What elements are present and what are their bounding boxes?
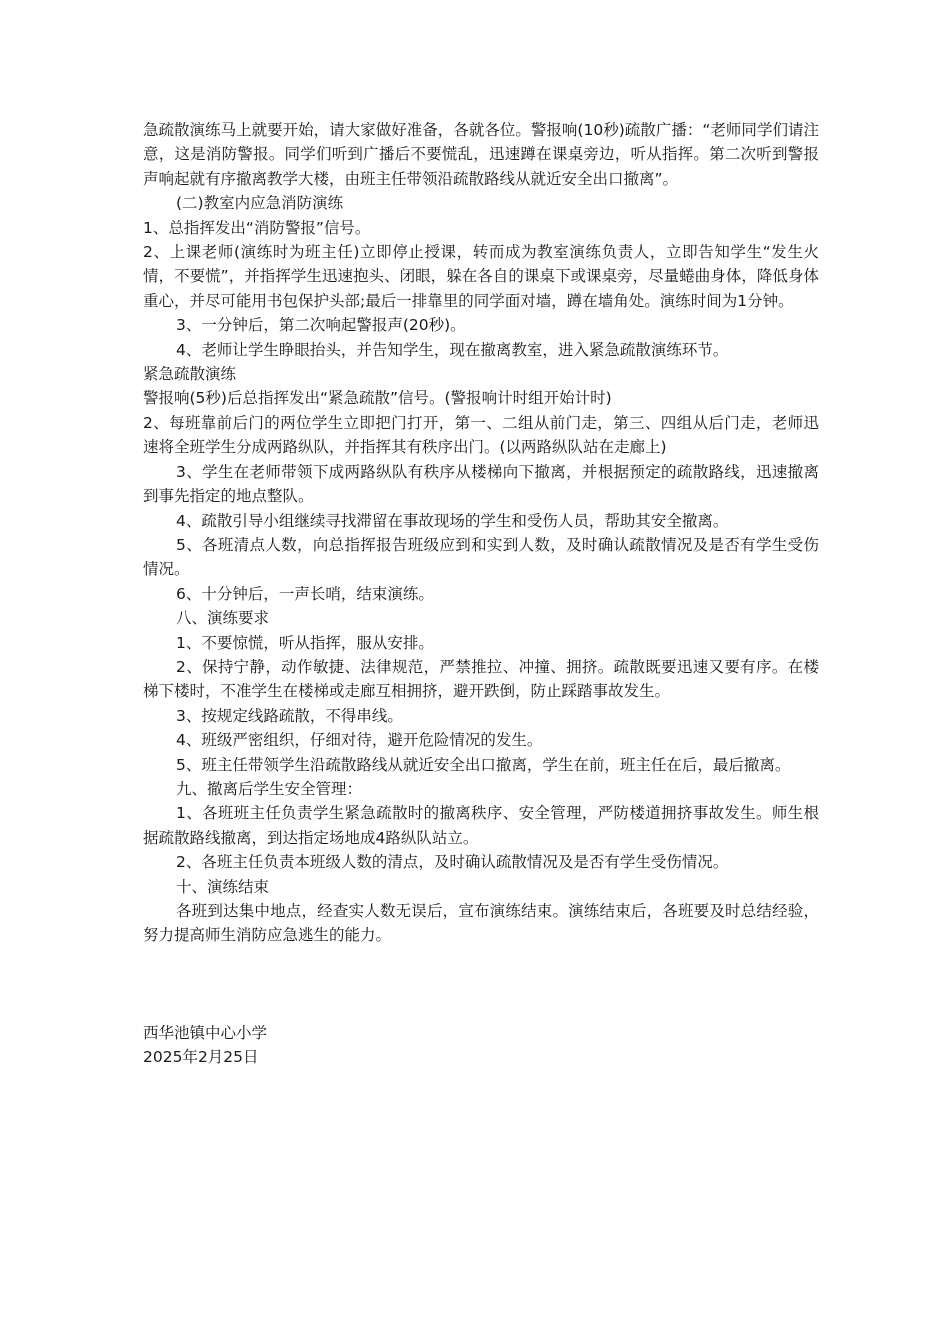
paragraph: 警报响(5秒)后总指挥发出“紧急疏散”信号。(警报响计时组开始计时) bbox=[143, 389, 612, 408]
paragraph: 6、十分钟后，一声长哨，结束演练。 bbox=[176, 584, 434, 603]
paragraph: (二)教室内应急消防演练 bbox=[176, 194, 344, 213]
paragraph: 3、按规定线路疏散，不得串线。 bbox=[176, 706, 403, 725]
paragraph: 各班到达集中地点，经查实人数无误后，宣布演练结束。演练结束后，各班要及时总结经验，努力提高师生消防应急逃生的能力。 bbox=[143, 902, 819, 945]
paragraph: 1、不要惊慌，听从指挥，服从安排。 bbox=[176, 633, 434, 652]
spacer bbox=[143, 948, 819, 1021]
paragraph: 紧急疏散演练 bbox=[143, 365, 237, 384]
paragraph: 2、保持宁静，动作敏捷、法律规范，严禁推拉、冲撞、拥挤。疏散既要迅速又要有序。在楼梯下楼时，不准学生在楼梯或走廊互相拥挤，避开跌倒，防止踩踏事故发生。 bbox=[143, 657, 819, 701]
paragraph: 4、老师让学生睁眼抬头，并告知学生，现在撤离教室，进入紧急疏散演练环节。 bbox=[176, 340, 729, 359]
paragraph: 十、演练结束 bbox=[176, 877, 270, 896]
paragraph: 4、班级严密组织，仔细对待，避开危险情况的发生。 bbox=[176, 731, 543, 750]
paragraph: 八、演练要求 bbox=[176, 609, 270, 628]
paragraph: 1、总指挥发出“消防警报”信号。 bbox=[143, 218, 371, 237]
paragraph: 1、各班班主任负责学生紧急疏散时的撤离秩序、安全管理，严防楼道拥挤事故发生。师生根据疏散路线撤离，到达指定场地成4路纵队站立。 bbox=[143, 804, 819, 847]
signature-date: 2025年2月25日 bbox=[143, 1048, 259, 1067]
paragraph: 2、上课老师(演练时为班主任)立即停止授课，转而成为教室演练负责人，立即告知学生“发生火情，不要慌”，并指挥学生迅速抱头、闭眼，躲在各自的课桌下或课桌旁，尽量蜷曲身体，降低身体重心，并尽可能用书包保护头部;最后一排靠里的同学面对墙，蹲在墙角处。演练时间为1分钟。 bbox=[143, 243, 819, 310]
paragraph: 2、各班主任负责本班级人数的清点，及时确认疏散情况及是否有学生受伤情况。 bbox=[176, 853, 729, 872]
paragraph: 急疏散演练马上就要开始，请大家做好准备，各就各位。警报响(10秒)疏散广播：“老师同学们请注意，这是消防警报。同学们听到广播后不要慌乱，迅速蹲在课桌旁边，听从指挥。第二次听到警报声响起就有序撤离教学大楼，由班主任带领沿疏散路线从就近安全出口撤离”。 bbox=[143, 121, 819, 188]
signature-organization: 西华池镇中心小学 bbox=[143, 1023, 268, 1042]
document-page bbox=[143, 118, 819, 1070]
paragraph: 2、每班靠前后门的两位学生立即把门打开，第一、二组从前门走，第三、四组从后门走，老师迅速将全班学生分成两路纵队，并指挥其有秩序出门。(以两路纵队站在走廊上) bbox=[143, 413, 819, 457]
paragraph: 九、撤离后学生安全管理： bbox=[176, 779, 363, 798]
paragraph: 3、学生在老师带领下成两路纵队有秩序从楼梯向下撤离，并根据预定的疏散路线，迅速撤离到事先指定的地点整队。 bbox=[143, 462, 819, 506]
paragraph: 5、班主任带领学生沿疏散路线从就近安全出口撤离，学生在前，班主任在后，最后撤离。 bbox=[176, 755, 791, 774]
document-body bbox=[143, 118, 819, 948]
paragraph: 4、疏散引导小组继续寻找滞留在事故现场的学生和受伤人员，帮助其安全撤离。 bbox=[176, 511, 729, 530]
paragraph: 3、一分钟后，第二次响起警报声(20秒)。 bbox=[176, 316, 466, 335]
paragraph: 5、各班清点人数，向总指挥报告班级应到和实到人数，及时确认疏散情况及是否有学生受伤情况。 bbox=[143, 535, 819, 579]
